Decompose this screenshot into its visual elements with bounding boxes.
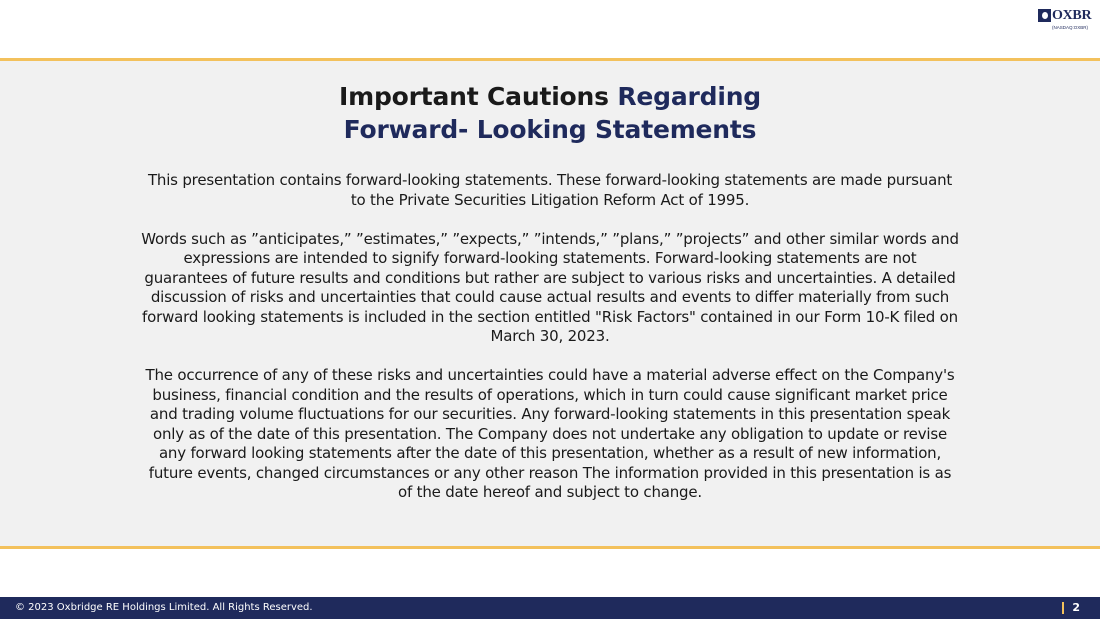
paragraph-definition: Words such as ”anticipates,” ”estimates,” ”expects,” ”intends,” ”plans,” ”projects” and other similar words and expressions are intended to signify forward-looking statements. Forward-looking statements are not guarantees of future results and conditions but rather are subject to various risks and uncertainties. A detailed discussion of risks and uncertainties that could cause actual results and events to differ materially from such forward looking statements is included in the section entitled "Risk Factors" contained in our Form 10-K filed on March 30, 2023. — [141, 229, 959, 345]
title-part-3: Forward- Looking Statements — [343, 115, 757, 144]
copyright-text: © 2023 Oxbridge RE Holdings Limited. All Rights Reserved. — [15, 602, 313, 613]
title-part-1: Important Cautions — [339, 82, 618, 111]
slide-title — [0, 80, 1100, 146]
paragraph-intro: This presentation contains forward-looking statements. These forward-looking statements are made pursuant to the Private Securities Litigation Reform Act of 1995. — [147, 171, 953, 209]
title-part-2: Regarding — [617, 82, 761, 111]
page-divider — [1062, 602, 1064, 614]
logo-text: OXBR — [1052, 8, 1092, 23]
footer-bar — [0, 597, 1100, 619]
logo-mark-icon — [1038, 9, 1051, 22]
logo-ticker: (NASDAQ:OXBR) — [1052, 25, 1089, 30]
page-number: 2 — [1072, 601, 1080, 614]
paragraph-risks: The occurrence of any of these risks and uncertainties could have a material adverse effect on the Company's business, financial condition and the results of operations, which in turn could cause significant market price and trading volume fluctuations for our securities. Any forward-looking statements in this presentation speak only as of the date of this presentation. The Company does not undertake any obligation to update or revise any forward looking statements after the date of this presentation, whether as a result of new information, future events, changed circumstances or any other reason The information provided in this presentation is as of the date hereof and subject to change. — [145, 366, 955, 501]
cautionary-statement — [140, 171, 960, 503]
company-logo — [1038, 8, 1090, 32]
